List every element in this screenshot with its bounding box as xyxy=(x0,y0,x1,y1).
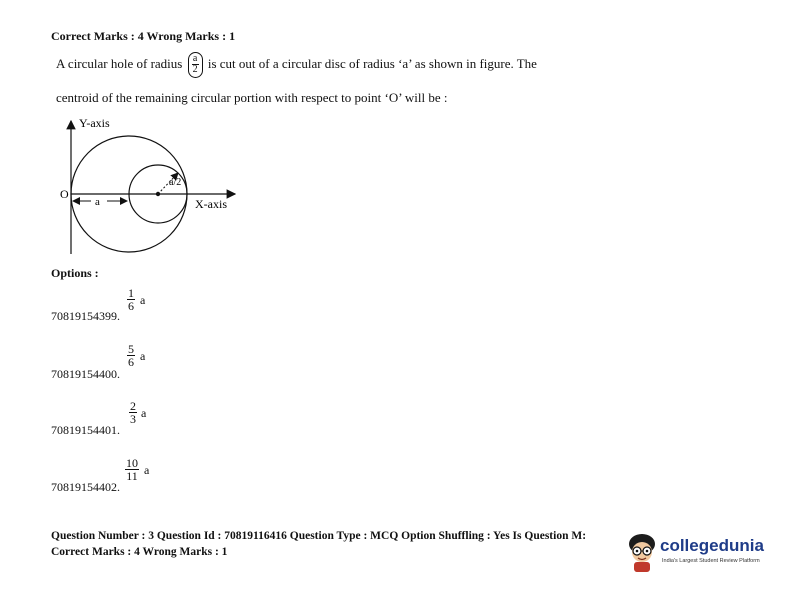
origin-label: O xyxy=(60,187,69,201)
question-text-after: is cut out of a circular disc of radius ‘a’ as shown in figure. The xyxy=(207,55,537,71)
distance-label: a xyxy=(95,196,100,208)
question-line-2: centroid of the remaining circular portion with respect to point ‘O’ will be : xyxy=(56,90,448,105)
x-axis-label: X-axis xyxy=(195,197,227,211)
hole-radius-fraction xyxy=(188,52,203,78)
logo-tagline: India's Largest Student Review Platform xyxy=(662,558,760,564)
mascot-icon xyxy=(624,530,660,574)
collegedunia-logo xyxy=(624,530,764,574)
fraction-numerator: 1 xyxy=(128,286,134,300)
option-fraction xyxy=(127,342,146,371)
options-label: Options : xyxy=(51,266,99,280)
y-axis-label: Y-axis xyxy=(79,116,110,130)
option-id: 70819154399. xyxy=(51,309,120,323)
option-variable: a xyxy=(140,349,146,363)
option-fraction xyxy=(125,456,150,485)
disc-figure xyxy=(55,112,255,262)
radius-label: a/2 xyxy=(169,177,182,188)
option-id: 70819154400. xyxy=(51,367,120,381)
fraction-numerator: 10 xyxy=(126,456,138,470)
option-fraction xyxy=(129,399,147,428)
next-question-header: Question Number : 3 Question Id : 70819116416 Question Type : MCQ Option Shuffling : Yes Is Question M: xyxy=(51,530,587,542)
fraction-denominator: 11 xyxy=(126,469,138,483)
fraction-numerator: a xyxy=(192,53,198,64)
option-id: 70819154401. xyxy=(51,423,120,437)
fraction-denominator: 6 xyxy=(128,299,134,313)
question-text-before: A circular hole of radius xyxy=(56,55,183,71)
option-variable: a xyxy=(141,406,147,420)
option-id: 70819154402. xyxy=(51,480,120,494)
fraction-denominator: 2 xyxy=(192,64,198,75)
fraction-denominator: 6 xyxy=(128,355,134,369)
option-fraction xyxy=(127,286,146,315)
question-line-1 xyxy=(56,52,537,78)
fraction-denominator: 3 xyxy=(130,412,136,426)
logo-wordmark: collegedunia xyxy=(660,536,764,555)
fraction-numerator: 5 xyxy=(128,342,134,356)
fraction-numerator: 2 xyxy=(130,399,136,413)
option-variable: a xyxy=(140,293,146,307)
option-variable: a xyxy=(144,463,150,477)
next-question-marks: Correct Marks : 4 Wrong Marks : 1 xyxy=(51,546,228,558)
marks-info: Correct Marks : 4 Wrong Marks : 1 xyxy=(51,29,236,43)
